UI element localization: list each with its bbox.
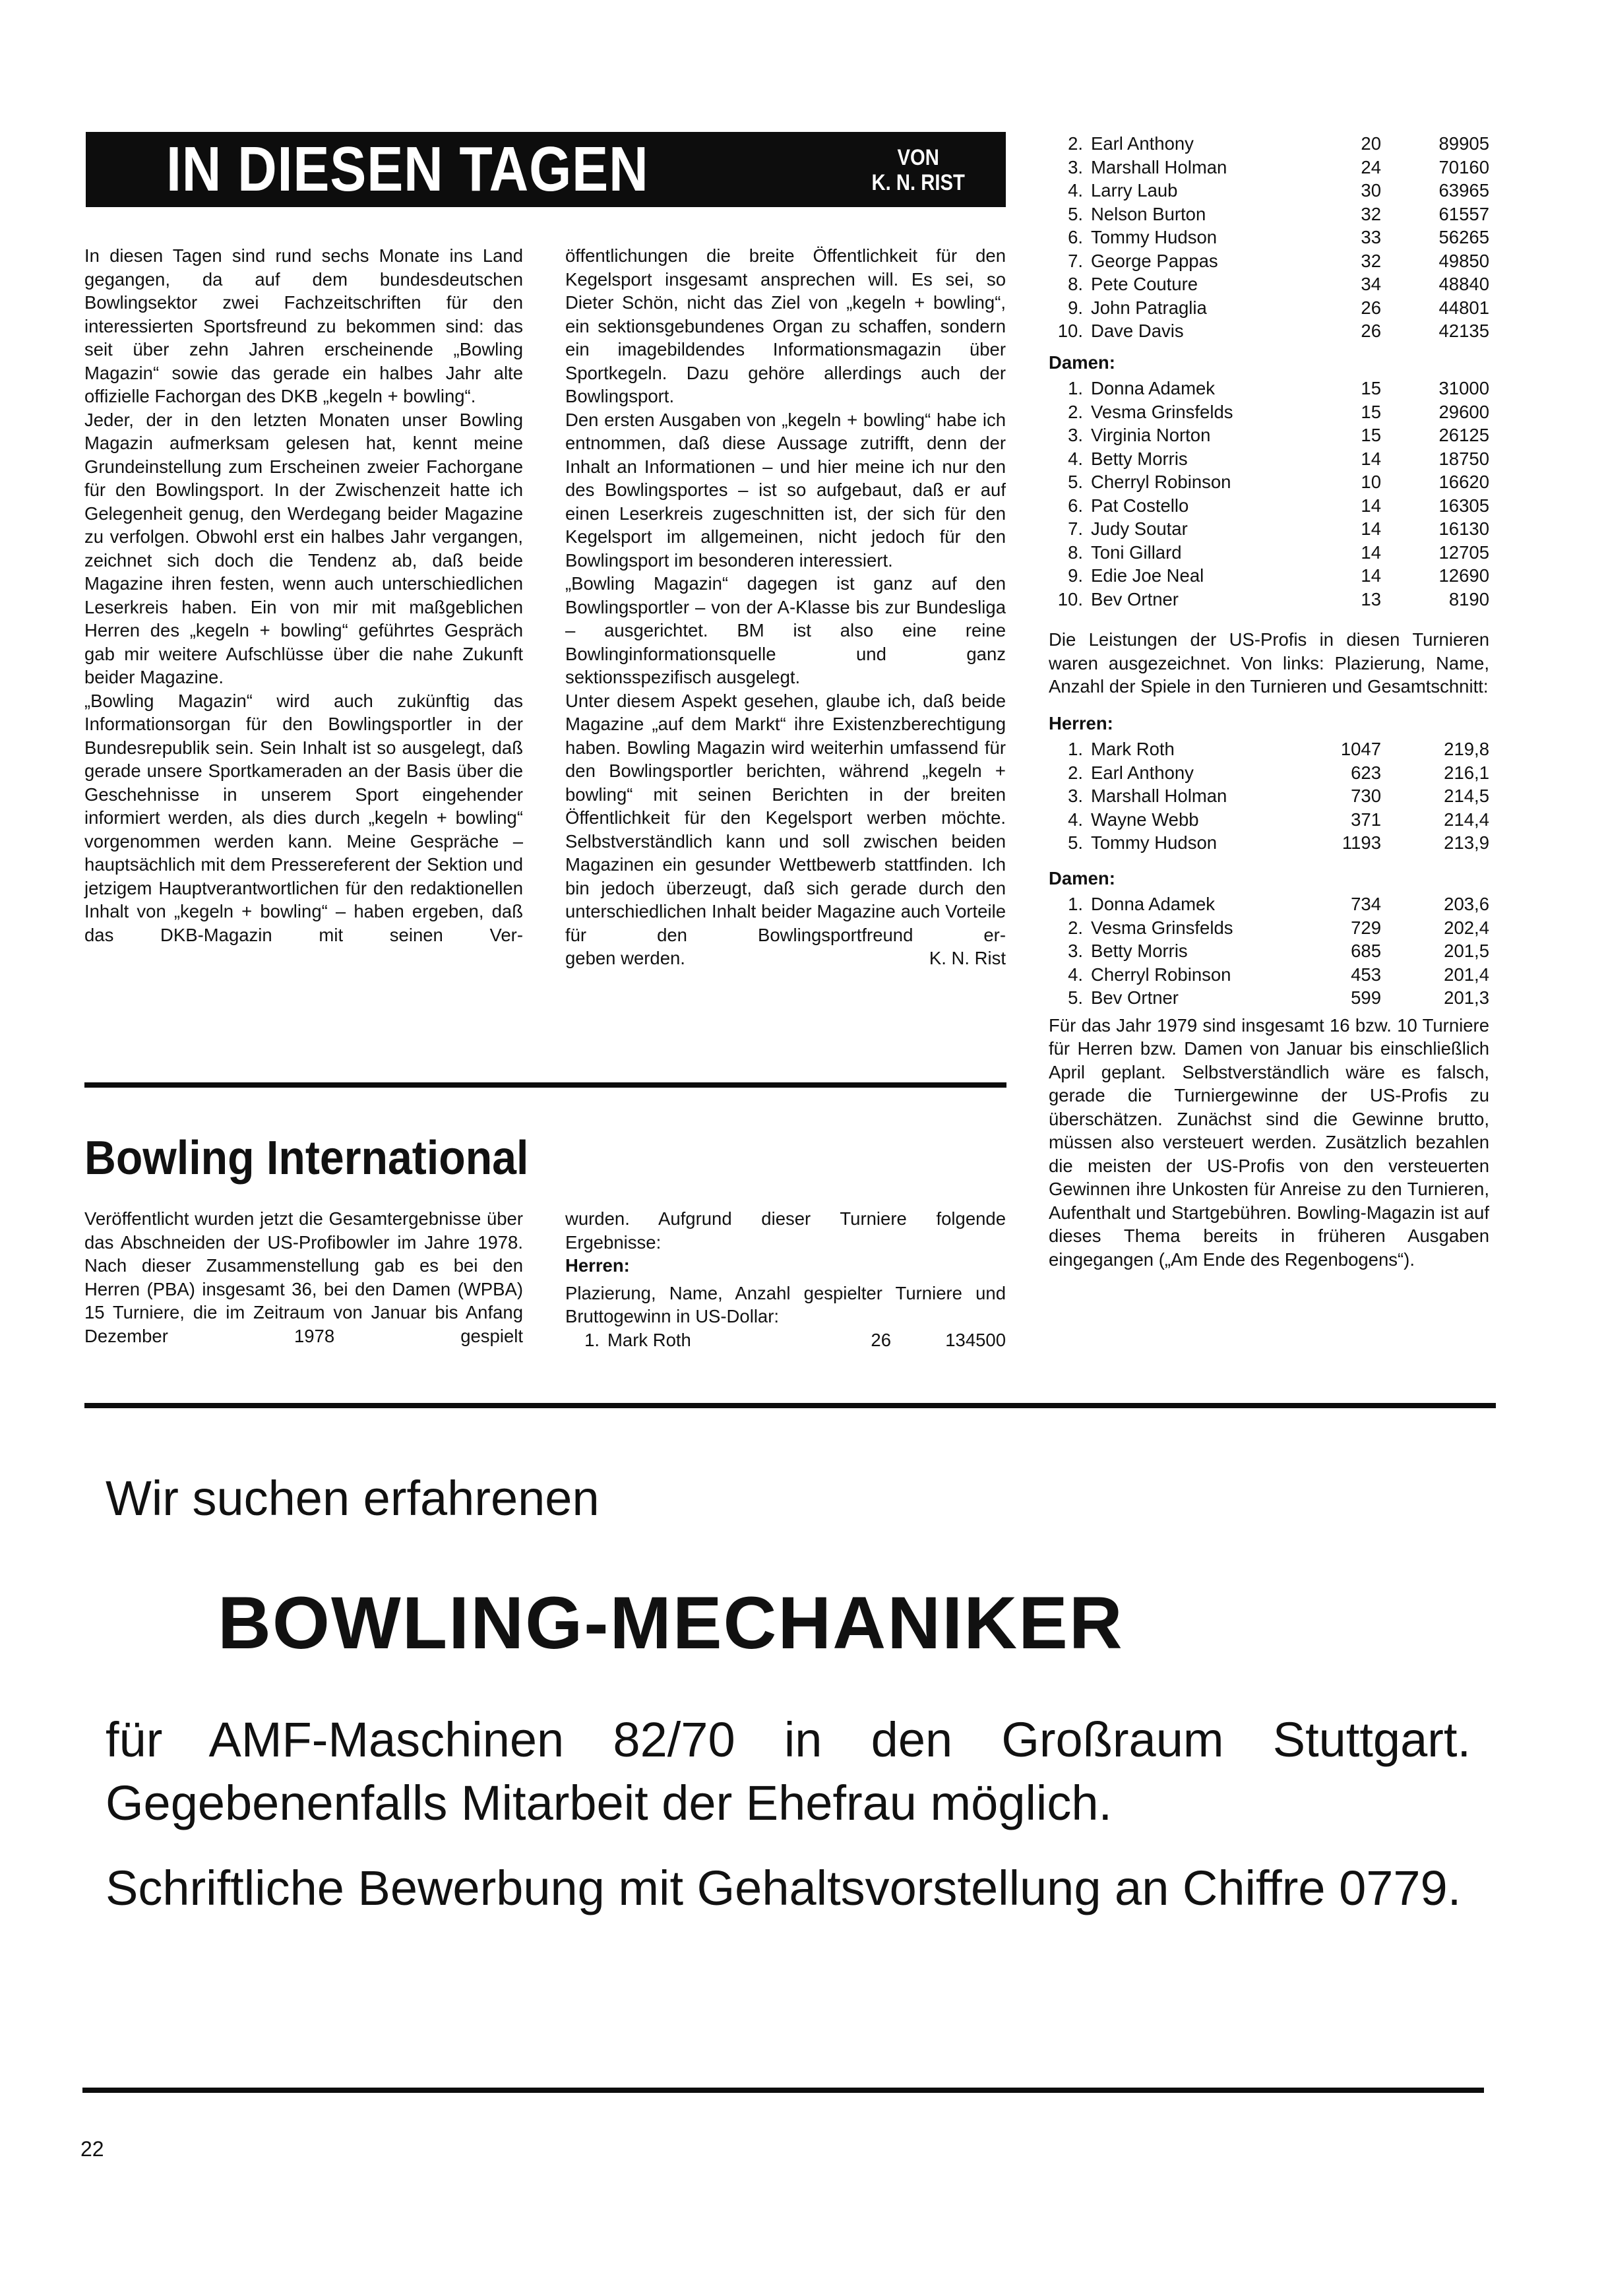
- tournament-count: 10: [1361, 472, 1381, 492]
- article1-last-line: geben werden.: [565, 948, 685, 968]
- rank-position: 2.: [1068, 917, 1083, 938]
- rank-position: 7.: [1068, 518, 1083, 539]
- table-row: [1049, 541, 1489, 565]
- article1-column-1: [84, 244, 523, 946]
- rank-position: 4.: [1068, 964, 1083, 985]
- rank-position: 8.: [1068, 274, 1083, 294]
- byline-von: VON: [897, 145, 939, 170]
- tournament-count: 14: [1361, 448, 1381, 469]
- games-count: 623: [1351, 762, 1381, 783]
- herren-label: Herren:: [1049, 712, 1113, 733]
- rank-position: 6.: [1068, 495, 1083, 516]
- table-row: [1049, 179, 1489, 202]
- table-row: [1049, 319, 1489, 343]
- rank-position: 10.: [1057, 321, 1083, 341]
- table-row: [1049, 400, 1489, 424]
- player-name: Pat Costello: [1091, 495, 1189, 516]
- tournament-count: 14: [1361, 518, 1381, 539]
- rank-position: 3.: [1068, 156, 1083, 177]
- games-count: 599: [1351, 987, 1381, 1008]
- table-row: [1049, 202, 1489, 226]
- prize-money: 70160: [1438, 156, 1489, 177]
- herren-label: Herren:: [565, 1255, 630, 1276]
- average-score: 214,5: [1444, 786, 1489, 806]
- games-count: 685: [1351, 941, 1381, 961]
- averages-damen-table: [1049, 892, 1489, 1010]
- prize-money: 48840: [1438, 274, 1489, 294]
- earnings-herren-table-start: [565, 1328, 1006, 1352]
- rank-position: 5.: [1068, 987, 1083, 1008]
- rank-position: 4.: [1068, 448, 1083, 469]
- article1-paragraph: „Bowling Magazin“ wird auch zukünftig das Informationsorgan für den Bowlingsportler in der Bundesrepublik sein. Sein Inhalt ist so ausgelegt, daß gerade unsere Sportkameraden an der Basis über die Geschehnisse in unserem Sport eingehender informiert werden, als dies durch „kegeln + bowling“ vorgenommen werden kann. Meine Gespräche – hauptsächlich mit dem Pressereferent der Sektion und jetzigem Hauptverantwortlichen für den redaktionellen Inhalt von „kegeln + bowling“ – haben ergeben, daß das DKB-Magazin mit seinen Ver-: [84, 690, 523, 945]
- table-row: [1049, 423, 1489, 447]
- article1-closing-line: [565, 946, 1006, 970]
- player-name: Wayne Webb: [1091, 809, 1199, 830]
- prize-money: 49850: [1438, 250, 1489, 271]
- games-count: 1047: [1340, 739, 1381, 759]
- article2-column-2: [565, 1207, 1006, 1351]
- article2-column-1: [84, 1207, 523, 1348]
- rank-position: 6.: [1068, 227, 1083, 247]
- player-name: Bev Ortner: [1091, 987, 1179, 1008]
- player-name: Betty Morris: [1091, 448, 1188, 469]
- rank-position: 1.: [1068, 378, 1083, 398]
- advert-body-1: für AMF-Maschinen 82/70 in den Großraum Stuttgart. Gegebenenfalls Mitarbeit der Ehefrau möglich.: [106, 1712, 1471, 1830]
- tournament-count: 15: [1361, 425, 1381, 445]
- tournament-count: 13: [1361, 588, 1381, 609]
- table-row: [1049, 132, 1489, 156]
- player-name: Earl Anthony: [1091, 133, 1194, 154]
- table-row: [1049, 737, 1489, 761]
- tournament-count: 14: [1361, 542, 1381, 563]
- player-name: Earl Anthony: [1091, 762, 1194, 783]
- average-score: 214,4: [1444, 809, 1489, 830]
- player-name: Edie Joe Neal: [1091, 565, 1204, 586]
- rank-position: 3.: [1068, 941, 1083, 961]
- prize-money: 42135: [1438, 321, 1489, 341]
- advert-title: BOWLING-MECHANIKER: [218, 1582, 1124, 1664]
- rank-position: 5.: [1068, 203, 1083, 224]
- table-row: [1049, 377, 1489, 400]
- table-row: [565, 1328, 1006, 1352]
- rank-position: 4.: [1068, 809, 1083, 830]
- section-divider: [84, 1082, 1006, 1088]
- averages-herren-table: [1049, 737, 1489, 855]
- tournament-count: 30: [1361, 180, 1381, 201]
- article1-paragraph: öffentlichungen die breite Öffentlichkeit für den Kegelsport insgesamt ansprechen will. Es sei, so Dieter Schön, nicht das Ziel von „kegeln + bowling“, ein sektionsgebundenes Organ zu schaffen, sondern ein imagebildendes Informationsmagazin über Sportkegeln. Dazu gehöre allerdings auch der Bowlingsport.: [565, 245, 1006, 406]
- player-name: Tommy Hudson: [1091, 832, 1218, 853]
- article1-paragraph: „Bowling Magazin“ dagegen ist ganz auf den Bowlingsportler – von der A-Klasse bis zur Bundesliga – ausgerichtet. BM ist also eine reine Bowlinginformationsquelle und ganz sektionsspezifisch ausgelegt.: [565, 573, 1006, 687]
- player-name: George Pappas: [1091, 250, 1218, 271]
- article2-closing: Für das Jahr 1979 sind insgesamt 16 bzw. 10 Turniere für Herren bzw. Damen von Januar bis einschließlich April geplant. Selbstverständlich wäre es falsch, gerade die Turniergewinne der US-Profis zu überschätzen. Zunächst sind die Gewinne brutto, müssen also versteuert werden. Zusätzlich bezahlen die meisten der US-Profis von den versteuerten Gewinnen ihre Unkosten für Anreise zu den Turnieren, Aufenthalt und Startgebühren. Bowling-Magazin ist auf dieses Thema bereits in früheren Ausgaben eingegangen („Am Ende des Regenbogens“).: [1049, 1014, 1489, 1270]
- average-score: 201,5: [1444, 941, 1489, 961]
- article1-signature: K. N. Rist: [929, 948, 1006, 968]
- tournament-count: 34: [1361, 274, 1381, 294]
- earnings-legend: Plazierung, Name, Anzahl gespielter Turniere und Bruttogewinn in US-Dollar:: [565, 1282, 1006, 1326]
- prize-money: 12690: [1438, 565, 1489, 586]
- tournament-count: 20: [1361, 133, 1381, 154]
- games-count: 734: [1351, 894, 1381, 914]
- rank-position: 2.: [1068, 401, 1083, 422]
- tournament-count: 15: [1361, 378, 1381, 398]
- player-name: Donna Adamek: [1091, 378, 1216, 398]
- player-name: Marshall Holman: [1091, 156, 1227, 177]
- rank-position: 10.: [1057, 588, 1083, 609]
- tournament-count: 24: [1361, 156, 1381, 177]
- prize-money: 18750: [1438, 448, 1489, 469]
- prize-money: 16130: [1438, 518, 1489, 539]
- advert-intro: Wir suchen erfahrenen: [106, 1471, 600, 1526]
- player-name: Donna Adamek: [1091, 894, 1216, 914]
- player-name: Bev Ortner: [1091, 588, 1179, 609]
- article1-paragraph: Jeder, der in den letzten Monaten unser Bowling Magazin aufmerksam gelesen hat, kennt meine Grundeinstellung zum Erscheinen zweier Fachorgane für den Bowlingsport. In der Zwischenzeit hatte ich Gelegenheit genug, den Werdegang beider Magazine zu verfolgen. Obwohl erst ein halbes Jahr vergangen, zeichnet sich doch die Tendenz ab, daß beide Magazine ihren festen, wenn auch unterschiedlichen Leserkreis haben. Ein von mir mit maßgeblichen Herren des „kegeln + bowling“ geführtes Gespräch gab mir weitere Aufschlüsse über die nahe Zukunft beider Magazine.: [84, 409, 523, 687]
- player-name: Toni Gillard: [1091, 542, 1182, 563]
- banner-title: IN DIESEN TAGEN: [166, 134, 649, 204]
- tournament-count: 26: [1361, 297, 1381, 318]
- footer-divider: [82, 2088, 1484, 2093]
- damen-label: Damen:: [1049, 352, 1115, 373]
- table-row: [1049, 494, 1489, 518]
- prize-money: 89905: [1438, 133, 1489, 154]
- prize-money: 8190: [1448, 588, 1489, 609]
- table-row: [1049, 226, 1489, 249]
- table-row: [1049, 761, 1489, 785]
- damen-label: Damen:: [1049, 867, 1115, 888]
- earnings-herren-table: [1049, 132, 1489, 343]
- player-name: Judy Soutar: [1091, 518, 1188, 539]
- player-name: Larry Laub: [1091, 180, 1178, 201]
- rank-position: 4.: [1068, 180, 1083, 201]
- rank-position: 5.: [1068, 472, 1083, 492]
- player-name: Nelson Burton: [1091, 203, 1206, 224]
- article2-title: Bowling International: [84, 1132, 529, 1185]
- tournament-count: 32: [1361, 250, 1381, 271]
- tournament-count: 14: [1361, 565, 1381, 586]
- prize-money: 44801: [1438, 297, 1489, 318]
- prize-money: 61557: [1438, 203, 1489, 224]
- player-name: Mark Roth: [607, 1329, 691, 1350]
- table-row: [1049, 447, 1489, 471]
- tournament-count: 26: [871, 1329, 891, 1350]
- prize-money: 16620: [1438, 472, 1489, 492]
- averages-legend: Die Leistungen der US-Profis in diesen Turnieren waren ausgezeichnet. Von links: Plazierung, Name, Anzahl der Spiele in den Turnieren und Gesamtschnitt:: [1049, 629, 1489, 697]
- table-row: [1049, 784, 1489, 808]
- rank-position: 9.: [1068, 297, 1083, 318]
- rank-position: 3.: [1068, 786, 1083, 806]
- player-name: Vesma Grinsfelds: [1091, 917, 1233, 938]
- table-row: [1049, 916, 1489, 940]
- prize-money: 31000: [1438, 378, 1489, 398]
- tournament-count: 26: [1361, 321, 1381, 341]
- player-name: Tommy Hudson: [1091, 227, 1218, 247]
- player-name: Mark Roth: [1091, 739, 1175, 759]
- games-count: 371: [1351, 809, 1381, 830]
- table-row: [1049, 831, 1489, 855]
- prize-money: 63965: [1438, 180, 1489, 201]
- games-count: 730: [1351, 786, 1381, 806]
- earnings-damen-table: [1049, 377, 1489, 611]
- table-row: [1049, 272, 1489, 296]
- rank-position: 5.: [1068, 832, 1083, 853]
- table-row: [1049, 588, 1489, 611]
- table-row: [1049, 986, 1489, 1010]
- rank-position: 1.: [1068, 894, 1083, 914]
- article1-column-2: [565, 244, 1006, 970]
- article2-column-3: [1049, 132, 1489, 1271]
- table-row: [1049, 296, 1489, 320]
- prize-money: 29600: [1438, 401, 1489, 422]
- table-row: [1049, 249, 1489, 273]
- rank-position: 1.: [584, 1329, 600, 1350]
- player-name: Dave Davis: [1091, 321, 1184, 341]
- table-row: [1049, 963, 1489, 987]
- average-score: 201,4: [1444, 964, 1489, 985]
- tournament-count: 32: [1361, 203, 1381, 224]
- table-row: [1049, 892, 1489, 916]
- average-score: 201,3: [1444, 987, 1489, 1008]
- games-count: 453: [1351, 964, 1381, 985]
- prize-money: 16305: [1438, 495, 1489, 516]
- byline-author: K. N. RIST: [871, 170, 965, 195]
- games-count: 729: [1351, 917, 1381, 938]
- player-name: Cherryl Robinson: [1091, 472, 1231, 492]
- advert-body-2: Schriftliche Bewerbung mit Gehaltsvorstellung an Chiffre 0779.: [106, 1861, 1462, 1915]
- rank-position: 7.: [1068, 250, 1083, 271]
- table-row: [1049, 156, 1489, 179]
- prize-money: 12705: [1438, 542, 1489, 563]
- article2-intro-cont: wurden. Aufgrund dieser Turniere folgende Ergebnisse:: [565, 1208, 1006, 1253]
- player-name: Betty Morris: [1091, 941, 1188, 961]
- player-name: Vesma Grinsfelds: [1091, 401, 1233, 422]
- rank-position: 1.: [1068, 739, 1083, 759]
- rank-position: 9.: [1068, 565, 1083, 586]
- rank-position: 3.: [1068, 425, 1083, 445]
- average-score: 203,6: [1444, 894, 1489, 914]
- rank-position: 8.: [1068, 542, 1083, 563]
- table-row: [1049, 470, 1489, 494]
- prize-money: 26125: [1438, 425, 1489, 445]
- advert-top-divider: [84, 1403, 1496, 1408]
- article1-paragraph: In diesen Tagen sind rund sechs Monate ins Land gegangen, da auf dem bundesdeutschen Bowlingsektor zwei Fachzeitschriften für den interessierten Sportsfreund zu bekommen sind: das seit über zehn Jahren erscheinende „Bowling Magazin“ sowie das gerade ein halbes Jahr alte offizielle Fachorgan des DKB „kegeln + bowling“.: [84, 245, 523, 406]
- article1-paragraph: Den ersten Ausgaben von „kegeln + bowling“ habe ich entnommen, daß diese Aussage zutrifft, denn der Inhalt an Informationen – und hier meine ich nur den des Bowlingsportes – ist so aufgebaut, daß er auf einen Leserkreis zugeschnitten ist, der sich für den Kegelsport im allgemeinen, nicht jedoch für den Bowlingsport im besonderen interessiert.: [565, 409, 1006, 571]
- player-name: Marshall Holman: [1091, 786, 1227, 806]
- table-row: [1049, 517, 1489, 541]
- prize-money: 134500: [945, 1329, 1006, 1350]
- banner-byline: [872, 145, 965, 195]
- tournament-count: 33: [1361, 227, 1381, 247]
- table-row: [1049, 564, 1489, 588]
- average-score: 216,1: [1444, 762, 1489, 783]
- rank-position: 2.: [1068, 133, 1083, 154]
- prize-money: 56265: [1438, 227, 1489, 247]
- article2-intro: Veröffentlicht wurden jetzt die Gesamtergebnisse über das Abschneiden der US-Profibowler im Jahre 1978. Nach dieser Zusammenstellung gab es bei den Herren (PBA) insgesamt 36, bei den Damen (WPBA) 15 Turniere, die im Zeitraum von Januar bis Anfang Dezember 1978 gespielt: [84, 1208, 523, 1346]
- average-score: 202,4: [1444, 917, 1489, 938]
- article1-paragraph: Unter diesem Aspekt gesehen, glaube ich, daß beide Magazine „auf dem Markt“ ihre Existenzberechtigung haben. Bowling Magazin wird weiterhin umfassend für den Bowlingsportler berichten, während „kegeln + bowling“ mit seinen Berichten in der breiten Öffentlichkeit für den Kegelsport werben möchte. Selbstverständlich kann und soll zwischen beiden Magazinen ein gesunder Wettbewerb stattfinden. Ich bin jedoch überzeugt, daß sich gerade durch den unterschiedlichen Inhalt beider Magazine auch Vorteile für den Bowlingsportfreund er-: [565, 690, 1006, 945]
- rank-position: 2.: [1068, 762, 1083, 783]
- average-score: 213,9: [1444, 832, 1489, 853]
- player-name: Virginia Norton: [1091, 425, 1211, 445]
- player-name: Pete Couture: [1091, 274, 1198, 294]
- tournament-count: 15: [1361, 401, 1381, 422]
- section-banner: [86, 132, 1006, 207]
- table-row: [1049, 939, 1489, 963]
- player-name: Cherryl Robinson: [1091, 964, 1231, 985]
- average-score: 219,8: [1444, 739, 1489, 759]
- table-row: [1049, 808, 1489, 832]
- player-name: John Patraglia: [1091, 297, 1207, 318]
- games-count: 1193: [1342, 832, 1381, 853]
- tournament-count: 14: [1361, 495, 1381, 516]
- page-number: 22: [80, 2137, 104, 2161]
